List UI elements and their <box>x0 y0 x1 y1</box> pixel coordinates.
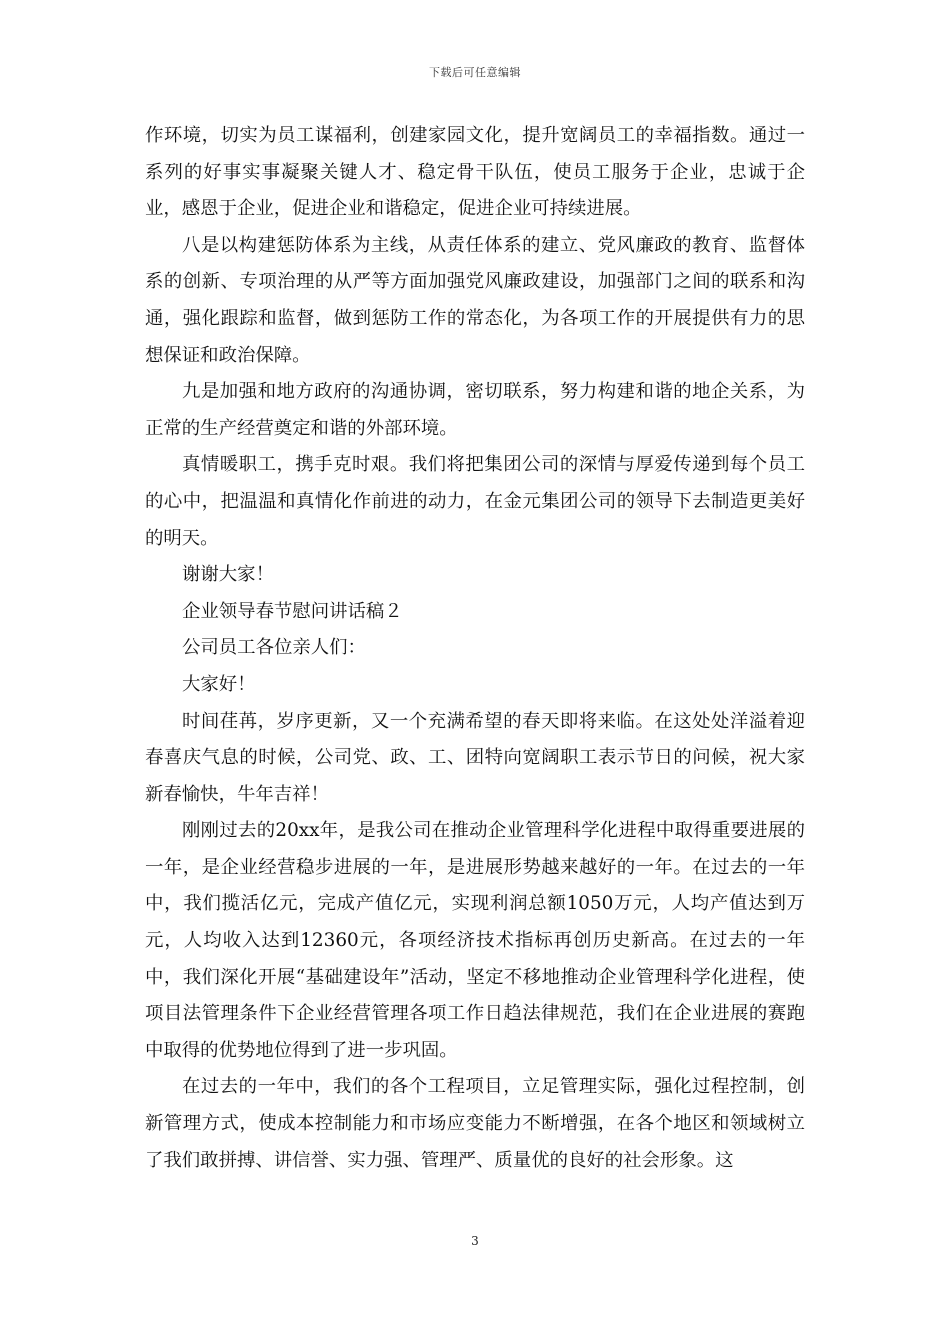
paragraph-closing: 真情暖职工，携手克时艰。我们将把集团公司的深情与厚爱传递到每个员工的心中，把温温和真情化作前进的动力，在金元集团公司的领导下去制造更美好的明天。 <box>145 454 805 549</box>
salutation: 公司员工各位亲人们： <box>182 637 366 659</box>
paragraph-item-eight: 八是以构建惩防体系为主线，从责任体系的建立、党风廉政的教育、监督体系的创新、专项治理的从严等方面加强党风廉政建设，加强部门之间的联系和沟通，强化跟踪和监督，做到惩防工作的常态化，为各项工作的开展提供有力的思想保证和政治保障。 <box>145 234 805 366</box>
document-body <box>145 118 805 1179</box>
greeting: 大家好！ <box>182 673 256 695</box>
paragraph-continuation: 作环境，切实为员工谋福利，创建家园文化，提升宽阔员工的幸福指数。通过一系列的好事实事凝聚关键人才、稳定骨干队伍，使员工服务于企业，忠诚于企业，感恩于企业，促进企业和谐稳定，促进企业可持续进展。 <box>145 125 805 220</box>
paragraph-projects: 在过去的一年中，我们的各个工程项目，立足管理实际，强化过程控制，创新管理方式，使成本控制能力和市场应变能力不断增强，在各个地区和领域树立了我们敢拼搏、讲信誉、实力强、管理严、质量优的良好的社会形象。这 <box>145 1076 805 1171</box>
page-header-note: 下载后可任意编辑 <box>429 66 521 79</box>
page-number: 3 <box>471 1234 479 1248</box>
speech-title: 企业领导春节慰问讲话稿２ <box>182 600 403 622</box>
paragraph-review: 刚刚过去的20xx年，是我公司在推动企业管理科学化进程中取得重要进展的一年，是企业经营稳步进展的一年，是进展形势越来越好的一年。在过去的一年中，我们揽活亿元，完成产值亿元，实现利润总额1050万元，人均产值达到万元，人均收入达到12360元，各项经济技术指标再创历史新高。在过去的一年中，我们深化开展“基础建设年”活动，坚定不移地推动企业管理科学化进程，使项目法管理条件下企业经营管理各项工作日趋法律规范，我们在企业进展的赛跑中取得的优势地位得到了进一步巩固。 <box>145 820 805 1061</box>
paragraph-new-year: 时间荏苒，岁序更新，又一个充满希望的春天即将来临。在这处处洋溢着迎春喜庆气息的时候，公司党、政、工、团特向宽阔职工表示节日的问候，祝大家新春愉快，牛年吉祥！ <box>145 710 805 805</box>
paragraph-item-nine: 九是加强和地方政府的沟通协调，密切联系，努力构建和谐的地企关系，为正常的生产经营奠定和谐的外部环境。 <box>145 381 805 439</box>
paragraph-thanks: 谢谢大家！ <box>182 564 274 586</box>
